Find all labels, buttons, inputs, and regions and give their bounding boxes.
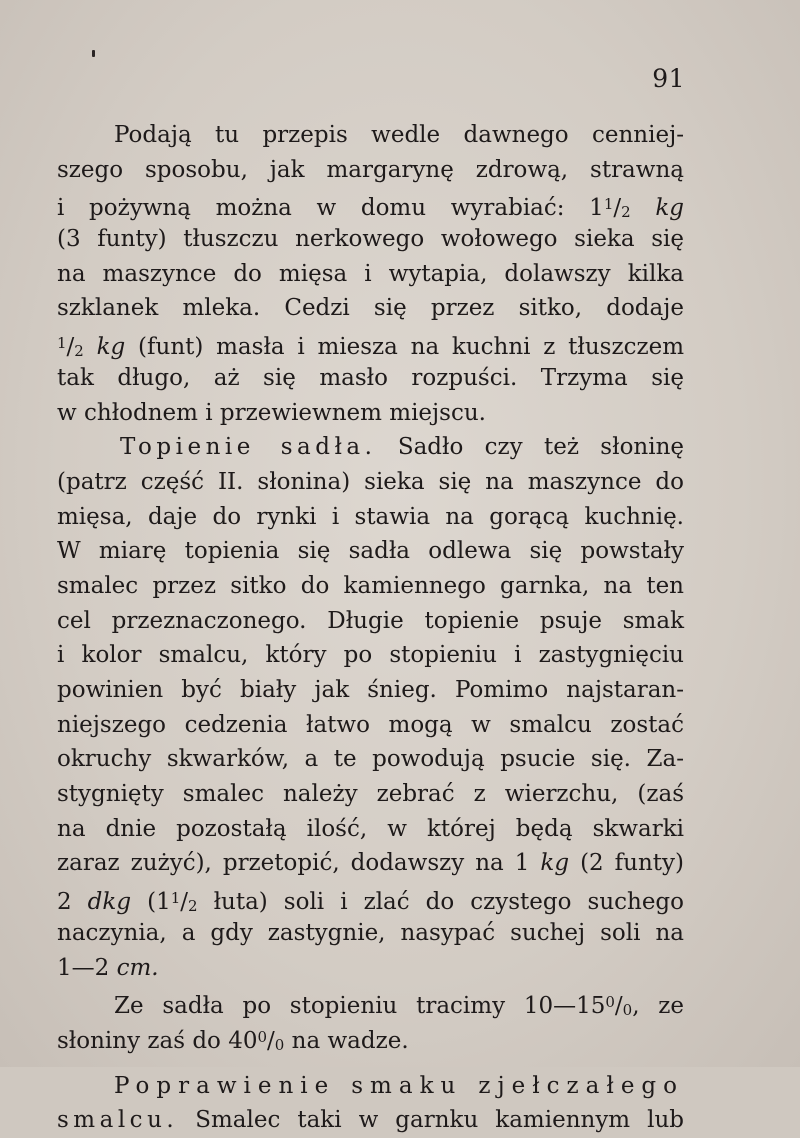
text-line: mięsa, daje do rynki i stawia na gorącą kuchnię. [57, 503, 684, 530]
text-line: 2 dkg ($1^1/2$ łuta) soli i zlać do czystego suchego [57, 889, 685, 916]
text-line: W miarę topienia się sadła odlewa się powstały [57, 538, 684, 565]
page-number: 91 [652, 64, 685, 93]
text-line: $^1$/2 kg (funt) masła i miesza na kuchni z tłuszczem [57, 334, 685, 361]
text-line: szego sposobu, jak margarynę zdrową, strawną [57, 156, 684, 183]
text-line: stygnięty smalec należy zebrać z wierzchu, (zaś [57, 781, 684, 808]
text-line: cel przeznaczonego. Długie topienie psuje smak [57, 607, 684, 634]
text-line: powinien być biały jak śnieg. Pomimo najstaran- [57, 677, 684, 703]
print-speck [92, 50, 95, 57]
body-text [57, 118, 684, 1138]
text-line: zaraz zużyć), przetopić, dodawszy na 1 kg (2 funty) [57, 850, 685, 877]
text-line: smalcu. Smalec taki w garnku kamiennym lub [57, 1107, 685, 1134]
text-line: (3 funty) tłuszczu nerkowego wołowego sieka się [57, 226, 684, 253]
text-line: Podają tu przepis wedle dawnego cenniej- [114, 122, 684, 148]
section-heading: Poprawienie smaku zjełczałego [114, 1072, 684, 1099]
text-line: szklanek mleka. Cedzi się przez sitko, dodaje [57, 295, 684, 322]
text-line: Topienie sadła. Sadło czy też słoninę [120, 434, 685, 461]
text-line: na dnie pozostałą ilość, w której będą skwarki [57, 815, 684, 842]
text-line: smalec przez sitko do kamiennego garnka, na ten [57, 572, 684, 599]
section-heading: Topienie sadła. [120, 434, 377, 461]
text-line: i kolor smalcu, który po stopieniu i zastygnięciu [57, 642, 684, 669]
text-line: w chłodnem i przewiewnem miejscu. [57, 399, 486, 426]
text-line: (patrz część II. słonina) sieka się na maszynce do [57, 468, 684, 495]
text-line: niejszego cedzenia łatwo mogą w smalcu zostać [57, 711, 684, 738]
section-heading: smalcu. [57, 1107, 179, 1134]
text-line: i pożywną można w domu wyrabiać: $1^1/2$ kg [57, 195, 685, 222]
text-line: tak długo, aż się masło rozpuści. Trzyma się [57, 364, 684, 391]
text-line: naczynia, a gdy zastygnie, nasypać suchej soli na [57, 919, 684, 946]
text-line: Ze sadła po stopieniu tracimy $10—15^0/0$, ze [114, 993, 684, 1020]
text-line: słoniny zaś do $40^0/0$ na wadze. [57, 1027, 409, 1054]
text-line: okruchy skwarków, a te powodują psucie się. Za- [57, 746, 684, 773]
text-line: 1—2 cm. [57, 954, 159, 981]
text-line: na maszynce do mięsa i wytapia, dolawszy kilka [57, 260, 684, 287]
